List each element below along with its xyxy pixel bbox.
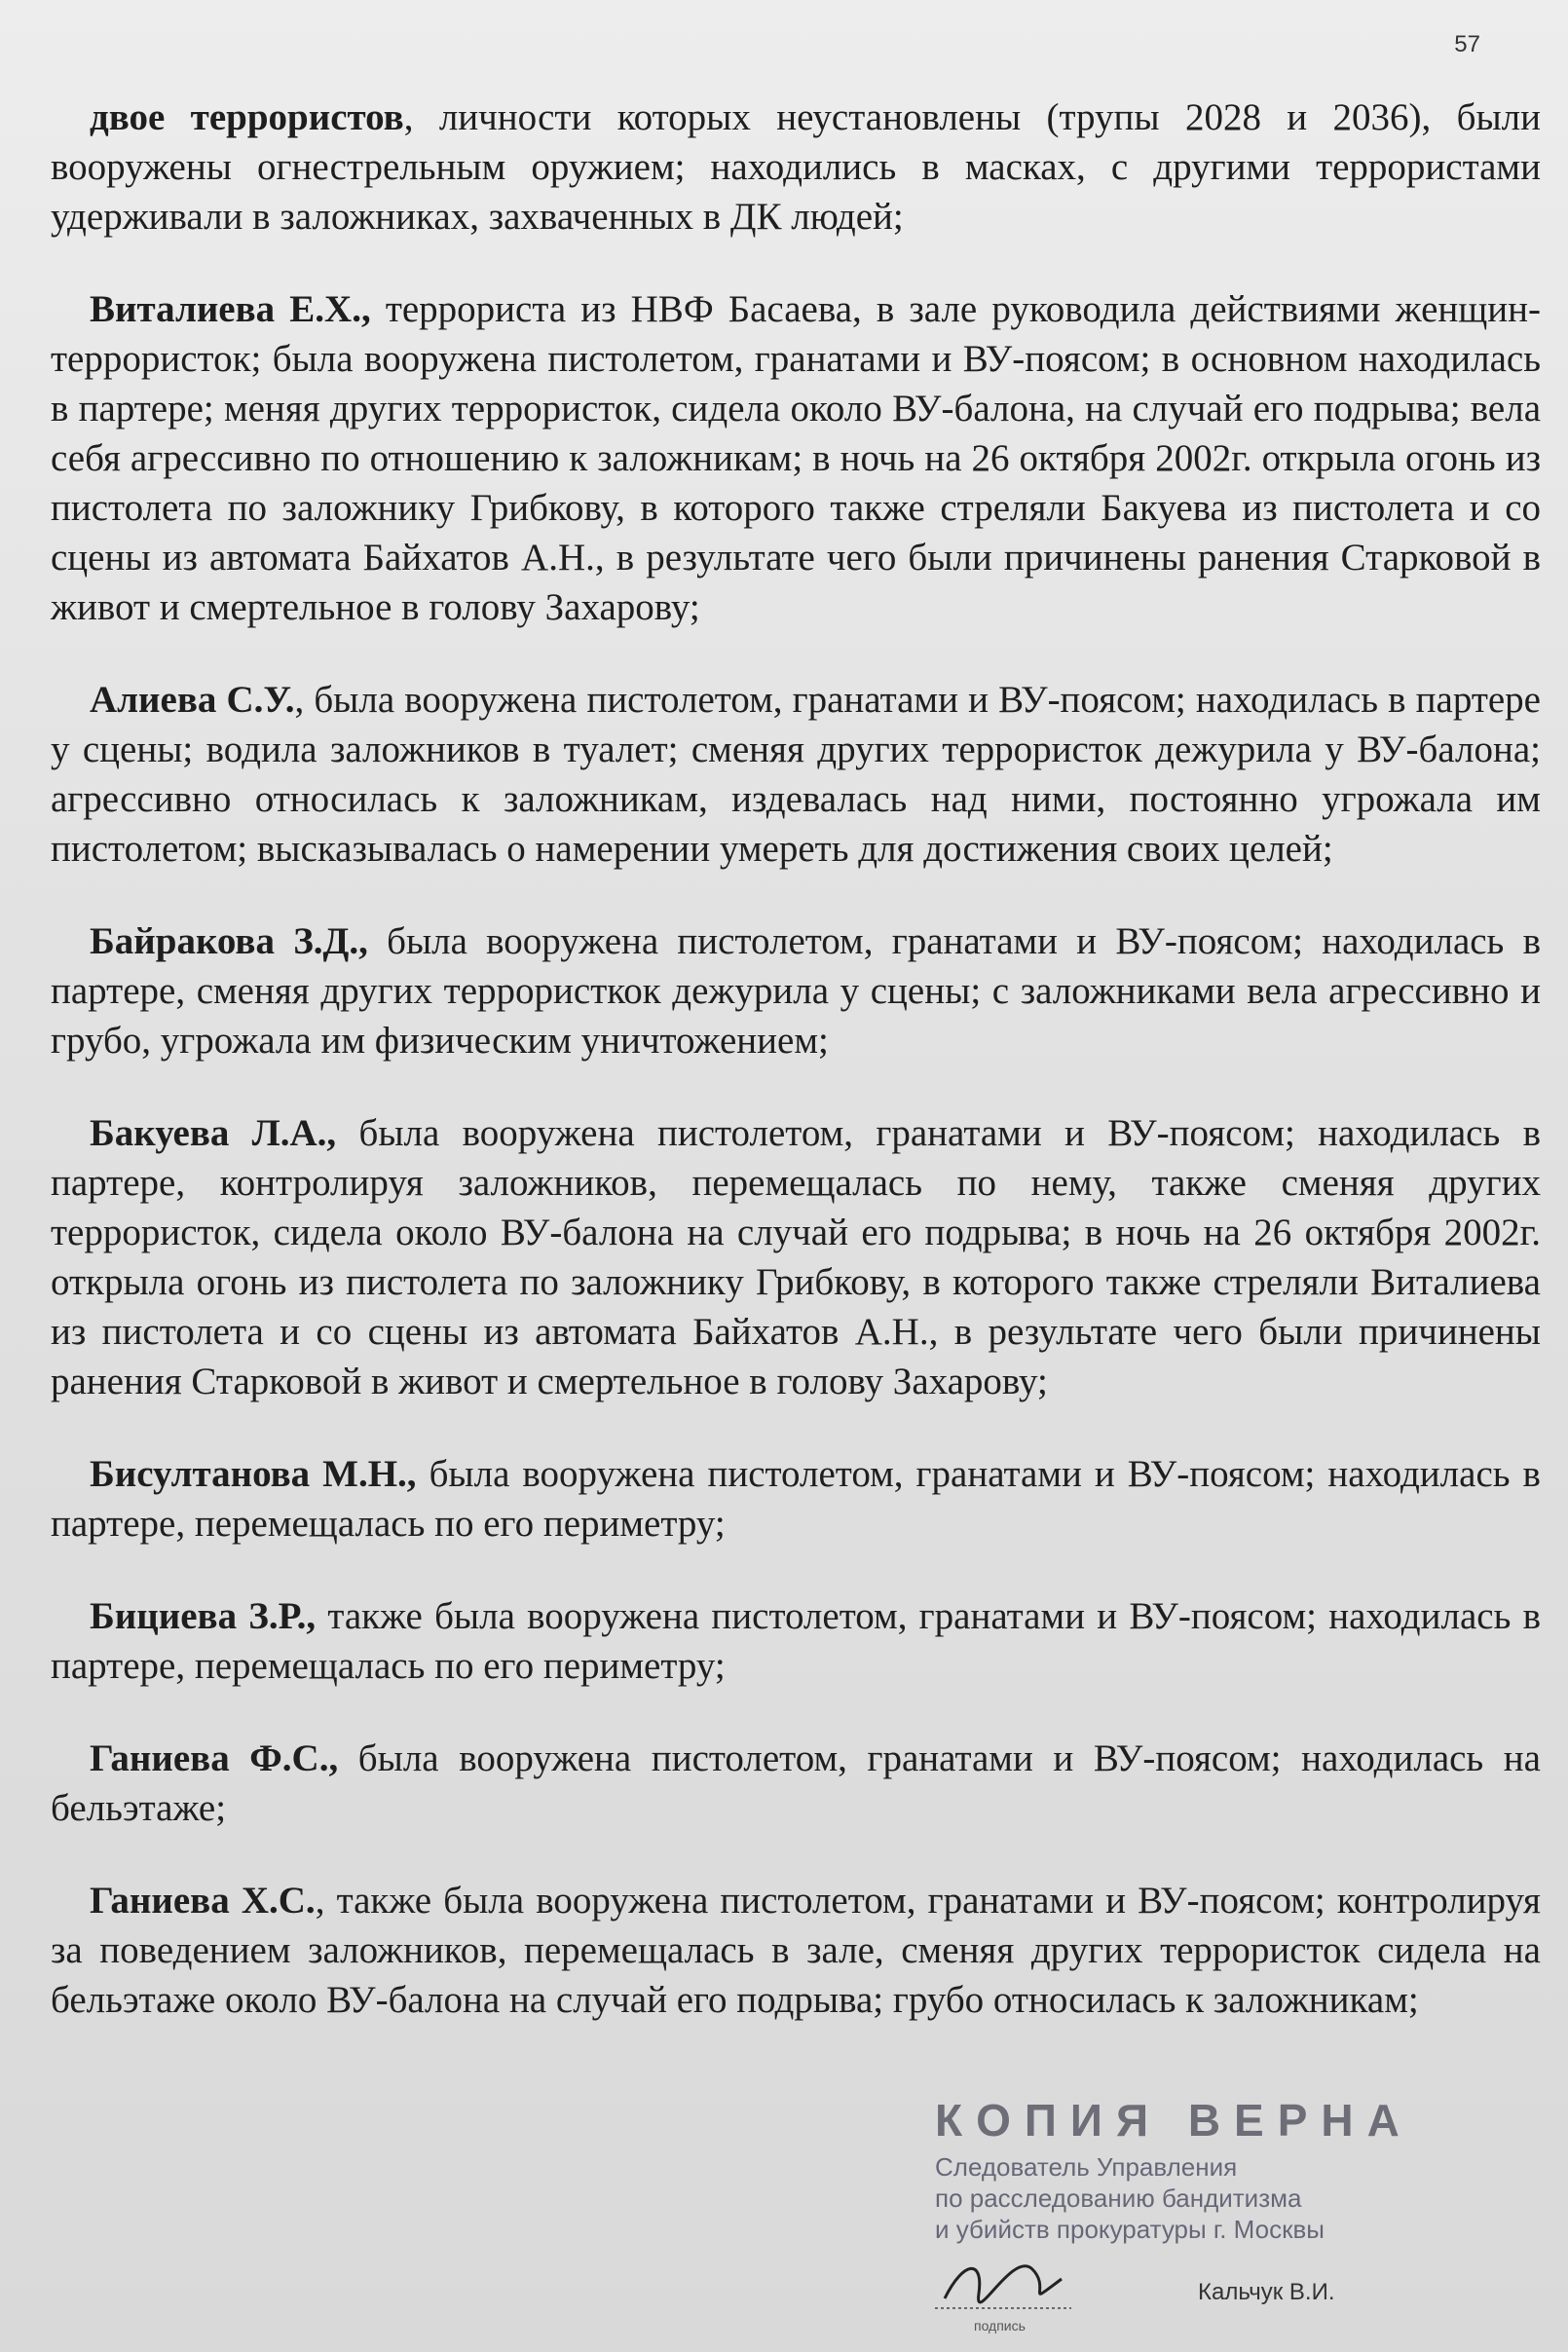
person-name: двое террористов [90, 96, 404, 138]
paragraph-text: была вооружена пистолетом, гранатами и ВУ-поясом; находилась в партере, перемещалась по его периметру; [51, 1453, 1541, 1545]
document-body [51, 93, 1541, 2068]
paragraph-ganieva-fs [51, 1734, 1541, 1833]
stamp-line: по расследованию бандитизма [935, 2184, 1302, 2213]
person-name: Алиева С.У. [90, 679, 295, 721]
paragraph-text: была вооружена пистолетом, гранатами и ВУ-поясом; находилась в партере, сменяя других террористкок дежурила у сцены; с заложниками вела агрессивно и грубо, угрожала им физическим уничтожением; [51, 920, 1541, 1062]
paragraph-text: также была вооружена пистолетом, гранатами и ВУ-поясом; находилась в партере, перемещалась по его периметру; [51, 1595, 1541, 1687]
signer-name: Кальчук В.И. [1198, 2279, 1335, 2305]
paragraph-text: , была вооружена пистолетом, гранатами и ВУ-поясом; находилась в партере у сцены; водила заложников в туалет; сменяя других террористок дежурила у ВУ-балона; агрессивно относилась к заложникам, издевалась над ними, постоянно угрожала им пистолетом; высказывалась о намерении умереть для достижения своих целей; [51, 679, 1541, 870]
paragraph-text: , также была вооружена пистолетом, гранатами и ВУ-поясом; контролируя за поведением заложников, перемещалась в зале, сменяя других террористок сидела на бельэтаже около ВУ-балона на случай его подрыва; грубо относилась к заложникам; [51, 1880, 1541, 2021]
person-name: Бициева З.Р., [90, 1595, 317, 1637]
paragraph-unidentified-terrorists [51, 93, 1541, 242]
paragraph-text: террориста из НВФ Басаева, в зале руководила действиями женщин-террористок; была вооружена пистолетом, гранатами и ВУ-поясом; в основном находилась в партере; меняя других террористок, сидела около ВУ-балона, на случай его подрыва; вела себя агрессивно по отношению к заложникам; в ночь на 26 октября 2002г. открыла огонь из пистолета по заложнику Грибкову, в которого также стреляли Бакуева из пистолета и со сцены из автомата Байхатов А.Н., в результате чего были причинены ранения Старковой в живот и смертельное в голову Захарову; [51, 288, 1542, 628]
paragraph-ganieva-hs [51, 1876, 1541, 2025]
person-name: Бакуева Л.А., [90, 1112, 337, 1154]
page-number: 57 [1454, 31, 1480, 57]
paragraph-text: была вооружена пистолетом, гранатами и ВУ-поясом; находилась в партере, контролируя заложников, перемещалась по нему, также сменяя других террористок, сидела около ВУ-балона на случай его подрыва; в ночь на 26 октября 2002г. открыла огонь из пистолета по заложнику Грибкову, в которого также стреляли Виталиева из пистолета и со сцены из автомата Байхатов А.Н., в результате чего были причинены ранения Старковой в живот и смертельное в голову Захарову; [51, 1112, 1541, 1402]
stamp-line: Следователь Управления [935, 2152, 1238, 2182]
stamp-line: и убийств прокуратуры г. Москвы [935, 2215, 1325, 2244]
paragraph-text: была вооружена пистолетом, гранатами и ВУ-поясом; находилась на бельэтаже; [51, 1737, 1541, 1829]
paragraph-bayrakova [51, 916, 1541, 1065]
paragraph-vitalieva [51, 284, 1541, 632]
paragraph-alieva [51, 675, 1541, 874]
paragraph-bitsieva [51, 1591, 1541, 1691]
stamp-title: КОПИЯ ВЕРНА [935, 2095, 1413, 2146]
person-name: Виталиева Е.Х., [90, 288, 371, 330]
paragraph-bisultanova [51, 1449, 1541, 1549]
person-name: Ганиева Ф.С., [90, 1737, 339, 1779]
certification-stamp [915, 2094, 1539, 2337]
person-name: Бисултанова М.Н., [90, 1453, 417, 1495]
person-name: Байракова З.Д., [90, 920, 368, 962]
signature-icon [925, 2240, 1081, 2328]
person-name: Ганиева Х.С. [90, 1880, 316, 1922]
paragraph-text: , личности которых неустановлены (трупы 2028 и 2036), были вооружены огнестрельным оружием; находились в масках, с другими террористами удерживали в заложниках, захваченных в ДК людей; [51, 96, 1541, 238]
signature-caption: подпись [974, 2318, 1026, 2333]
paragraph-bakueva [51, 1108, 1541, 1406]
